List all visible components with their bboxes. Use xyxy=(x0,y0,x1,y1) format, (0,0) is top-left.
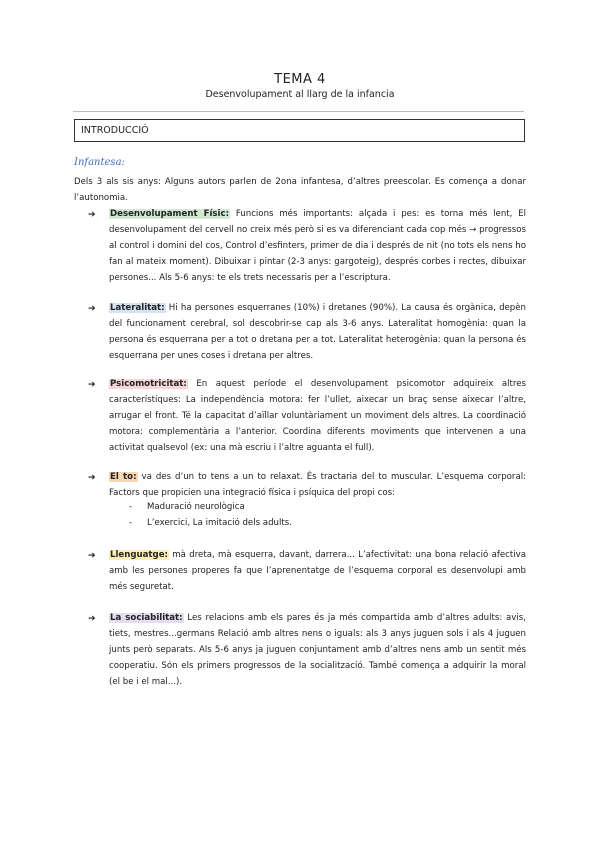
list-item-psicomotricitat xyxy=(109,376,526,456)
intro-paragraph: Dels 3 als sis anys: Alguns autors parlen de 2ona infantesa, d’altres preescolar. Es comença a donar l’autonomia. xyxy=(74,177,526,203)
list-item-el-to xyxy=(109,469,526,501)
item-text: En aquest període el desenvolupament psicomotor adquireix altres característiques: La independència motora: fer l’ullet, aixecar un braç sense aixecar l’altre, arrugar el front. Té la capacitat d’aïllar voluntàriament un moviment dels altres. La coordinació motora: complementària a l’anterior. Coordina diferents moviments que intervenen a una activitat qualsevol (ex: una mà escriu i l’altre aguanta el full). xyxy=(109,379,526,453)
sub-item: L’exercici, La imitació dels adults. xyxy=(147,518,292,528)
item-label: Lateralitat: xyxy=(110,303,165,313)
section-heading: Infantesa: xyxy=(74,157,125,168)
item-text: Funcions més importants: alçada i pes: es torna més lent, El desenvolupament del cervell no creix més però si es va diferenciant cada cop més → progressos al control i domini del cos, Control d’esfinters, primer de dia i després de nit (no tots els nens ho fan al mateix moment). Dibuixar i pintar (2-3 anys: gargoteig), després corbes i rectes, dibuixar persones... Als 5-6 anys: te els trets necessaris per a l’escriptura. xyxy=(109,209,526,283)
page-title: TEMA 4 xyxy=(274,72,326,87)
item-text: Hi ha persones esquerranes (10%) i dretanes (90%). La causa és orgànica, depèn del funcionament cerebral, sol descobrir-se cap als 3-6 anys. Lateralitat homogènia: quan la persona és esquerrana per a tot o dretana per a tot. Lateralitat heterogènia: quan la persona és esquerrana per unes coses i dretana per altres. xyxy=(109,303,526,361)
item-text: mà dreta, mà esquerra, davant, darrera... L’afectivitat: una bona relació afectiva amb les persones properes fa que l’aprenentatge de l’esquema corporal es desenvolupi amb més seguretat. xyxy=(109,550,526,592)
item-label: Psicomotricitat: xyxy=(110,379,187,389)
bullet-arrow-icon: ➔ xyxy=(88,614,96,624)
item-label: El to: xyxy=(110,472,137,482)
bullet-arrow-icon: ➔ xyxy=(88,210,96,220)
title-divider xyxy=(73,111,524,112)
item-text: Les relacions amb els pares és ja més compartida amb d’altres adults: avis, tiets, mestres...germans Relació amb altres nens o iguals: als 3 anys juguen sols i als 4 juguen junts però separats. Als 5-6 anys ja juguen conjuntament amb d’altres nens amb un sentit més cooperatiu. Són els primers progressos de la socialització. També comença a adquirir la moral (el be i el mal...). xyxy=(109,613,526,687)
dash-bullet: - xyxy=(129,518,133,528)
section-box: INTRODUCCIÓ xyxy=(74,119,525,142)
bullet-arrow-icon: ➔ xyxy=(88,380,96,390)
sub-item: Maduració neurològica xyxy=(147,502,245,512)
bullet-arrow-icon: ➔ xyxy=(88,304,96,314)
item-label: Desenvolupament Físic: xyxy=(110,209,230,219)
list-item-lateralitat xyxy=(109,300,526,364)
list-item-sociabilitat xyxy=(109,610,526,690)
page-subtitle: Desenvolupament al llarg de la infancia xyxy=(205,89,395,100)
list-item-llenguatge xyxy=(109,547,526,595)
item-label: La sociabilitat: xyxy=(110,613,183,623)
item-text: va des d’un to tens a un to relaxat. És tractaria del to muscular. L’esquema corporal: Factors que propicien una integració física i psíquica del propi cos: xyxy=(109,472,526,498)
bullet-arrow-icon: ➔ xyxy=(88,551,96,561)
list-item-desenvolupament xyxy=(109,206,526,286)
item-label: Llenguatge: xyxy=(110,550,168,560)
dash-bullet: - xyxy=(129,502,133,512)
bullet-arrow-icon: ➔ xyxy=(88,473,96,483)
